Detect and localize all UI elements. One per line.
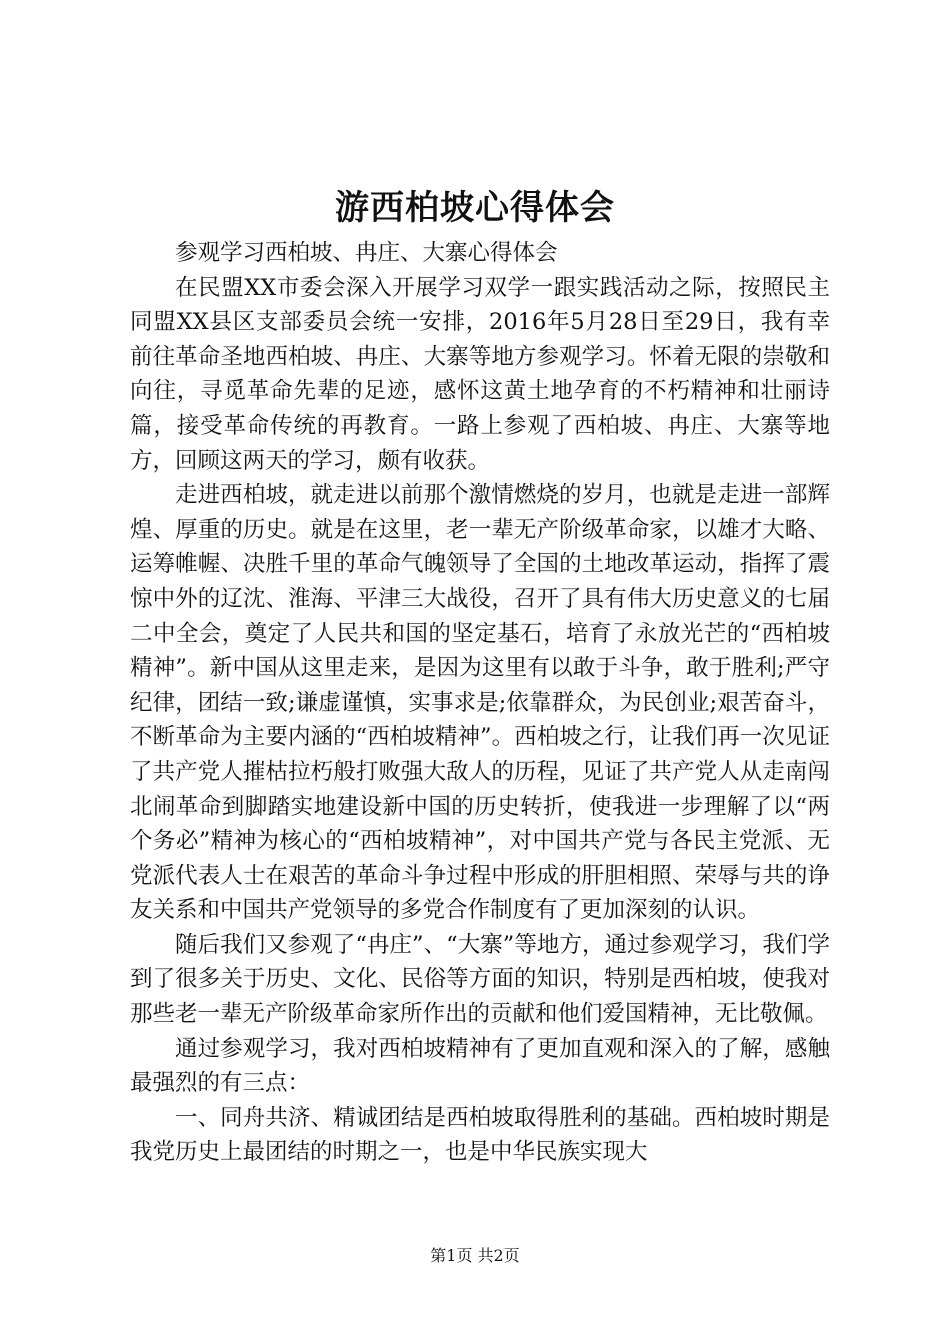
paragraph-xibaipo: 走进西柏坡，就走进以前那个激情燃烧的岁月，也就是走进一部辉煌、厚重的历史。就是在这里，老一辈无产阶级革命家，以雄才大略、运筹帷幄、决胜千里的革命气魄领导了全国的土地改革运动，指挥了震惊中外的辽沈、淮海、平津三大战役，召开了具有伟大历史意义的七届二中全会，奠定了人民共和国的坚定基石，培育了永放光芒的“西柏坡精神”。新中国从这里走来，是因为这里有以敢于斗争，敢于胜利;严守纪律，团结一致;谦虚谨慎，实事求是;依靠群众，为民创业;艰苦奋斗，不断革命为主要内涵的“西柏坡精神”。西柏坡之行，让我们再一次见证了共产党人摧枯拉朽般打败强大敌人的历程，见证了共产党人从走南闯北闹革命到脚踏实地建设新中国的历史转折，使我进一步理解了以“两个务必”精神为核心的“西柏坡精神”，对中国共产党与各民主党派、无党派代表人士在艰苦的革命斗争过程中形成的肝胆相照、荣辱与共的诤友关系和中国共产党领导的多党合作制度有了更加深刻的认识。 [130,482,830,924]
document-body [130,236,830,1170]
paragraph-subtitle: 参观学习西柏坡、冉庄、大寨心得体会 [175,240,558,266]
page-number: 第1页 共2页 [430,1246,520,1265]
paragraph-point-one: 一、同舟共济、精诚团结是西柏坡取得胜利的基础。西柏坡时期是我党历史上最团结的时期之一，也是中华民族实现大 [130,1104,830,1166]
paragraph-intro: 在民盟XX市委会深入开展学习双学一跟实践活动之际，按照民主同盟XX县区支部委员会统一安排，2016年5月28日至29日，我有幸前往革命圣地西柏坡、冉庄、大寨等地方参观学习。怀着无限的崇敬和向往，寻觅革命先辈的足迹，感怀这黄土地孕育的不朽精神和壮丽诗篇，接受革命传统的再教育。一路上参观了西柏坡、冉庄、大寨等地方，回顾这两天的学习，颇有收获。 [130,274,830,474]
document-title: 游西柏坡心得体会 [335,188,615,228]
paragraph-summary: 通过参观学习，我对西柏坡精神有了更加直观和深入的了解，感触最强烈的有三点： [130,1035,830,1097]
paragraph-ranzhuang-dazhai: 随后我们又参观了“冉庄”、“大寨”等地方，通过参观学习，我们学到了很多关于历史、文化、民俗等方面的知识，特别是西柏坡，使我对那些老一辈无产阶级革命家所作出的贡献和他们爱国精神，无比敬佩。 [130,931,830,1028]
